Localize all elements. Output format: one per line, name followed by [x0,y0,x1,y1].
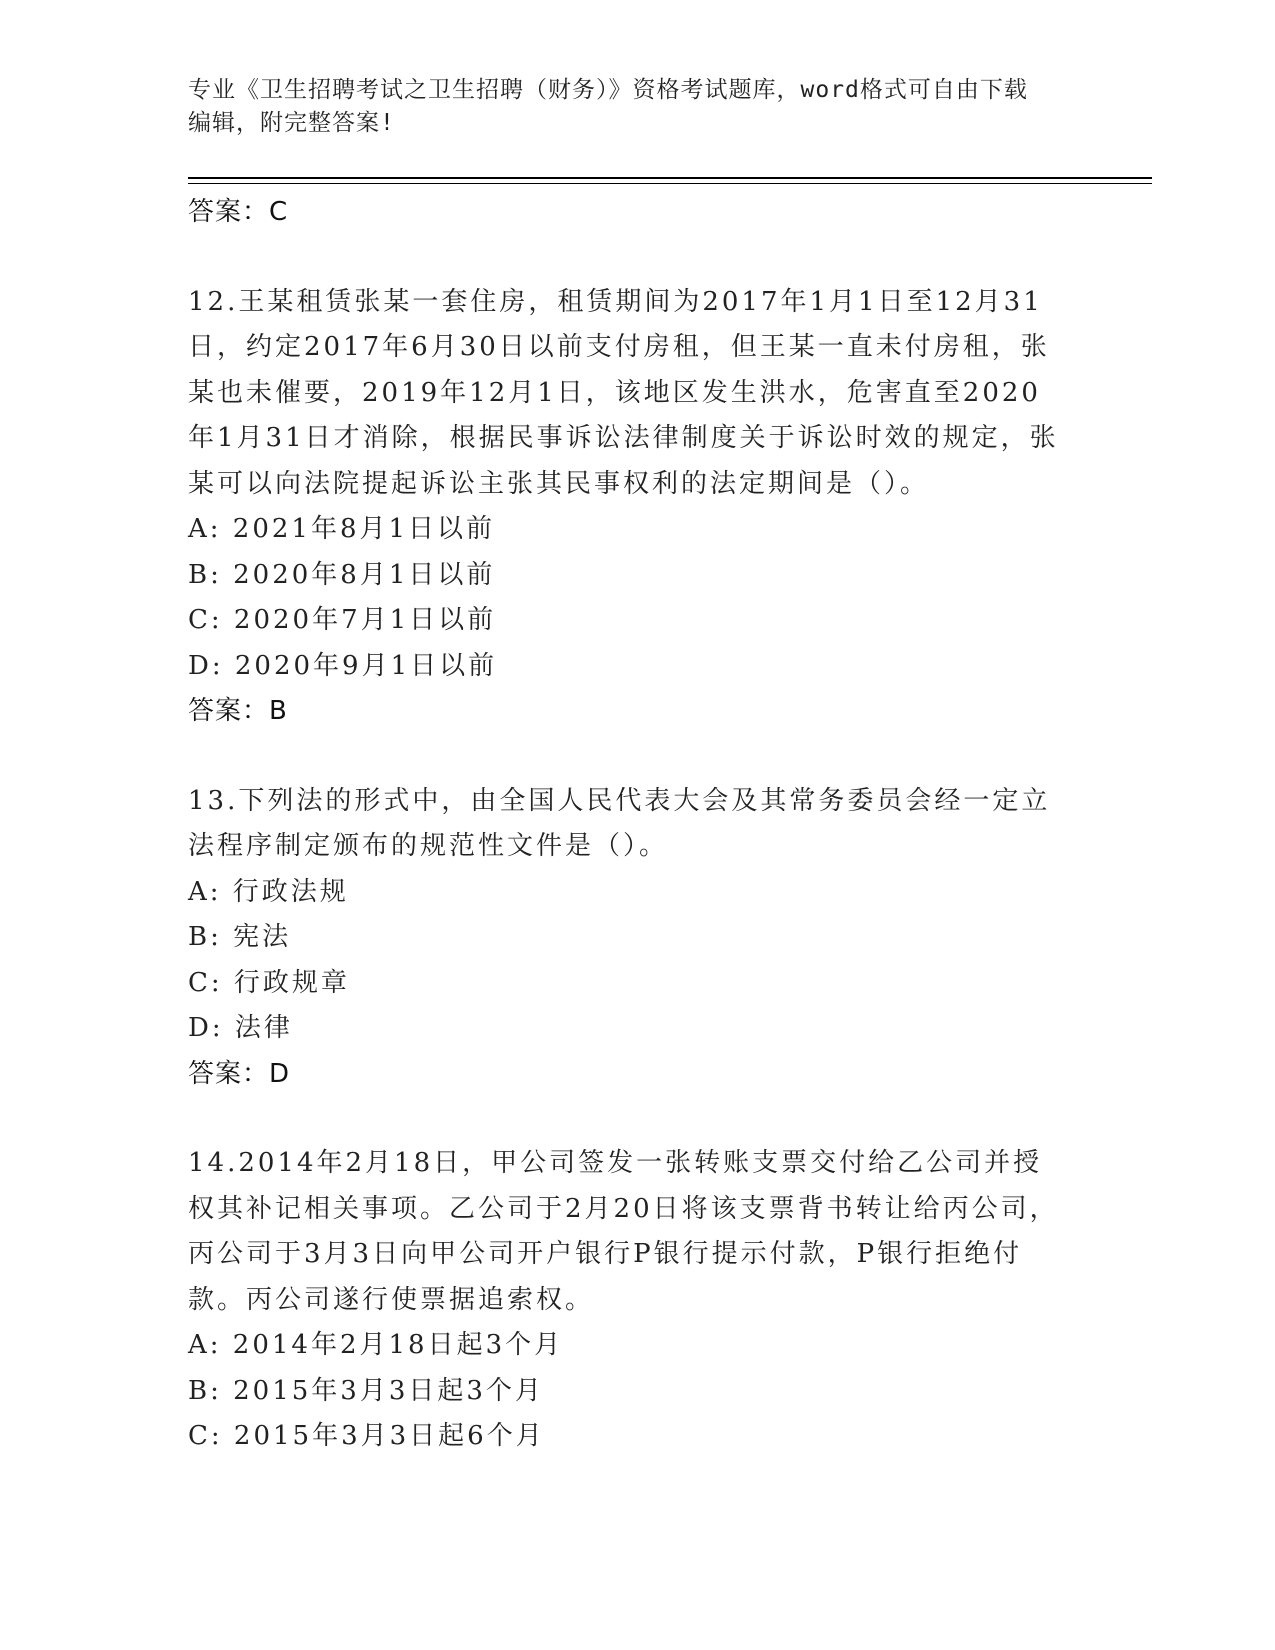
question-12 [188,280,1068,735]
option-b: B: 2020年8月1日以前 [188,559,496,590]
question-text: 12.王某租赁张某一套住房，租赁期间为2017年1月1日至12月31日，约定2017年6月30日以前支付房租，但王某一直未付房租，张某也未催要，2019年12月1日，该地区发生洪水，危害直至2020年1月31日才消除，根据民事诉讼法律制度关于诉讼时效的规定，张某可以向法院提起诉讼主张其民事权利的法定期间是（）。 [188,286,1059,499]
question-text: 14.2014年2月18日，甲公司签发一张转账支票交付给乙公司并授权其补记相关事项。乙公司于2月20日将该支票背书转让给丙公司，丙公司于3月3日向甲公司开户银行P银行提示付款，P银行拒绝付款。丙公司遂行使票据追索权。 [188,1148,1059,1315]
previous-answer: 答案：C [188,197,289,227]
question-text: 13.下列法的形式中，由全国人民代表大会及其常务委员会经一定立法程序制定颁布的规范性文件是（）。 [188,785,1051,861]
header-line-2: 编辑，附完整答案! [188,110,395,136]
header-line-1: 专业《卫生招聘考试之卫生招聘（财务）》资格考试题库，word格式可自由下载 [188,77,1028,103]
answer: 答案：D [188,1058,291,1089]
option-b: B: 宪法 [188,922,292,952]
header-rule-thin [188,183,1152,184]
option-c: C: 行政规章 [188,967,350,998]
header-rule-thick [188,177,1152,179]
answer: 答案：B [188,696,288,726]
option-a: A: 2014年2月18日起3个月 [188,1330,564,1360]
question-14 [188,1141,1068,1460]
document-body [188,190,1068,1460]
option-d: D: 2020年9月1日以前 [188,650,498,681]
option-a: A: 2021年8月1日以前 [188,514,496,544]
option-c: C: 2015年3月3日起6个月 [188,1421,545,1451]
option-c: C: 2020年7月1日以前 [188,605,497,635]
option-a: A: 行政法规 [188,876,349,907]
option-d: D: 法律 [188,1013,293,1043]
option-b: B: 2015年3月3日起3个月 [188,1375,544,1406]
document-header [188,74,1068,140]
question-13 [188,779,1068,1098]
